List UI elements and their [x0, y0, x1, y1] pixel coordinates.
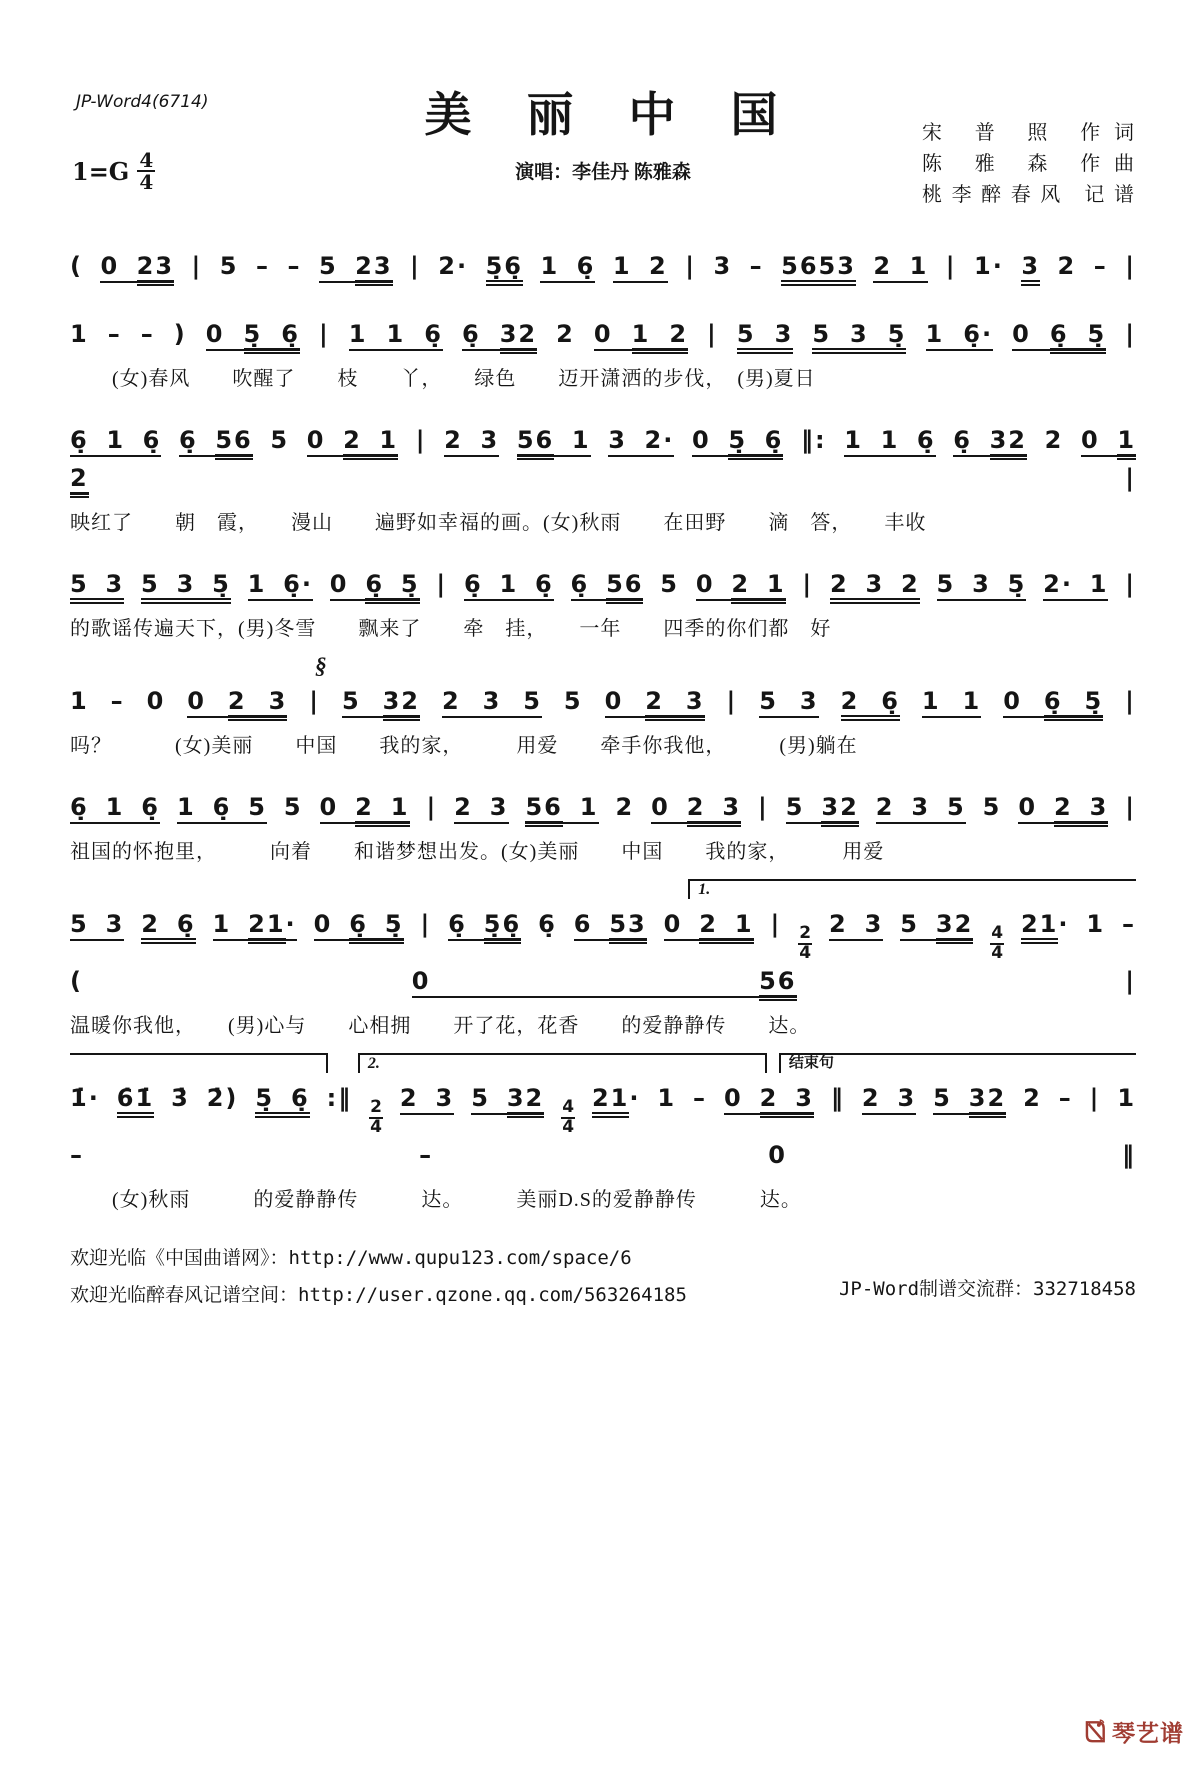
notation-line-5: 1 – 0 0 2 3 | 5 32 2 3 5 5 0 2 3 | 5 3 2 6̣ 1 1 0 6̣ 5̣ |: [70, 683, 1136, 720]
volta-second-label: 2.: [367, 1055, 380, 1073]
time-bottom: 4: [139, 170, 154, 195]
notation-line-3: 6̣ 1 6̣ 6̣ 56 5 0 2 1 | 2 3 56 1 3 2· 0 5̣ 6̣ ‖: 1 1 6̣ 6̣ 32 2 0 1 2 |: [70, 422, 1136, 496]
lyrics-line-3: 映红了 朝 霞， 漫山 遍野如幸福的画。(女)秋雨 在田野 滴 答， 丰收: [70, 511, 927, 534]
notation-line-8: 1̇· 6̇1̇ 3̇ 2̇) 5̣ 6̣ :‖ $\frac{2}{4}$ 2 3 5 32 $\frac{4}{4}$ 21· 1 – 0 2 3 ‖ 2 3 5 32 2 – | 1 – – 0 ‖: [70, 1084, 1137, 1169]
footer-site-link-1: 欢迎光临《中国曲谱网》：http://www.qupu123.com/space/6: [70, 1247, 632, 1270]
key-time-signature: [72, 150, 155, 193]
time-signature: [137, 150, 155, 193]
notation-line-4: 5 3 5 3 5̣ 1 6̣· 0 6̣ 5̣ | 6̣ 1 6̣ 6̣ 56 5 0 2 1 | 2 3 2 5 3 5̣ 2· 1 |: [70, 566, 1136, 603]
lyrics-line-7: 温暖你我他， (男)心与 心相拥 开了花，花香 的爱静静传 达。: [70, 1015, 811, 1038]
ending-bracket: [779, 1053, 1136, 1073]
footer: [70, 1243, 1136, 1317]
music-system-3: [70, 422, 1136, 534]
transcriber-credit: 桃李醉春风 记谱: [922, 184, 1134, 206]
music-system-7: [70, 881, 1137, 1038]
volta-bracket-second: [358, 1053, 767, 1073]
volta-bracket-continuation: [70, 1053, 328, 1073]
segno-icon: §: [315, 652, 327, 678]
lyrics-line-2: (女)春风 吹醒了 枝 丫， 绿色 迈开潇洒的步伐， (男)夏日: [70, 368, 816, 391]
composer-credit: 陈 雅 森 作曲: [922, 153, 1134, 175]
notation-line-2: 1 – – ) 0 5̣ 6̣ | 1 1 6̣ 6̣ 32 2 0 1 2 | 5 3 5 3 5̣ 1 6̣· 0 6̣ 5̣ |: [70, 316, 1136, 353]
lyrics-line-4: 的歌谣传遍天下，(男)冬雪 飘来了 牵 挂， 一年 四季的你们都 好: [70, 617, 832, 640]
music-system-2: [70, 316, 1136, 391]
volta-first-label: 1.: [698, 881, 711, 899]
lyricist-credit: 宋 普 照 作词: [922, 122, 1134, 144]
credits-block: [922, 118, 1134, 211]
qinyipu-brand: [1081, 1715, 1184, 1748]
performers-line: 演唱：李佳丹 陈雅森: [515, 162, 691, 183]
volta-bracket-first: [688, 879, 1136, 899]
ending-label: 结束句: [788, 1055, 834, 1072]
music-system-8: [70, 1055, 1137, 1212]
music-system-5: [70, 652, 1136, 758]
notation-line-6: 6̣ 1 6̣ 1 6̣ 5 5 0 2 1 | 2 3 56 1 2 0 2 3 | 5 32 2 3 5 5 0 2 3 |: [70, 789, 1136, 826]
song-title: 美 丽 中 国: [424, 90, 782, 142]
music-system-1: [70, 248, 1136, 285]
footer-qq-group: JP-Word制谱交流群：332718458: [838, 1277, 1136, 1300]
music-system-4: [70, 566, 1136, 641]
lyrics-line-6: 祖国的怀抱里， 向着 和谐梦想出发。(女)美丽 中国 我的家， 用爱: [70, 841, 885, 864]
music-area: [70, 248, 1136, 1212]
watermark-text: JP-Word4(6714): [76, 92, 209, 112]
key-label: 1=G: [72, 156, 130, 186]
lyrics-line-8: (女)秋雨 的爱静静传 达。 美丽D.S的爱静静传 达。: [70, 1189, 802, 1212]
qinyipu-logo-icon: [1081, 1718, 1108, 1745]
notation-line-1: ( 0 23 | 5 – – 5 23 | 2· 5̣6̣ 1 6̣ 1 2 | 3 – 5653 2 1 | 1· 3 2 – |: [70, 248, 1136, 285]
notation-line-7: 5 3 2 6̣ 1 21· 0 6̣ 5̣ | 6̣ 5̣6̣ 6̣ 6 53 0 2 1 | $\frac{2}{4}$ 2 3 5 32 $\frac{4}{4}$ 21· 1 – ( 0 56 |: [70, 906, 1136, 1000]
lyrics-line-5: 吗？ (女)美丽 中国 我的家， 用爱 牵手你我他， (男)躺在: [70, 735, 858, 758]
footer-site-link-2: 欢迎光临醉春风记谱空间：http://user.qzone.qq.com/563264185: [70, 1284, 687, 1307]
time-top: 4: [139, 148, 154, 172]
qinyipu-logo-text: 琴艺谱: [1112, 1721, 1184, 1747]
music-system-6: [70, 789, 1136, 864]
